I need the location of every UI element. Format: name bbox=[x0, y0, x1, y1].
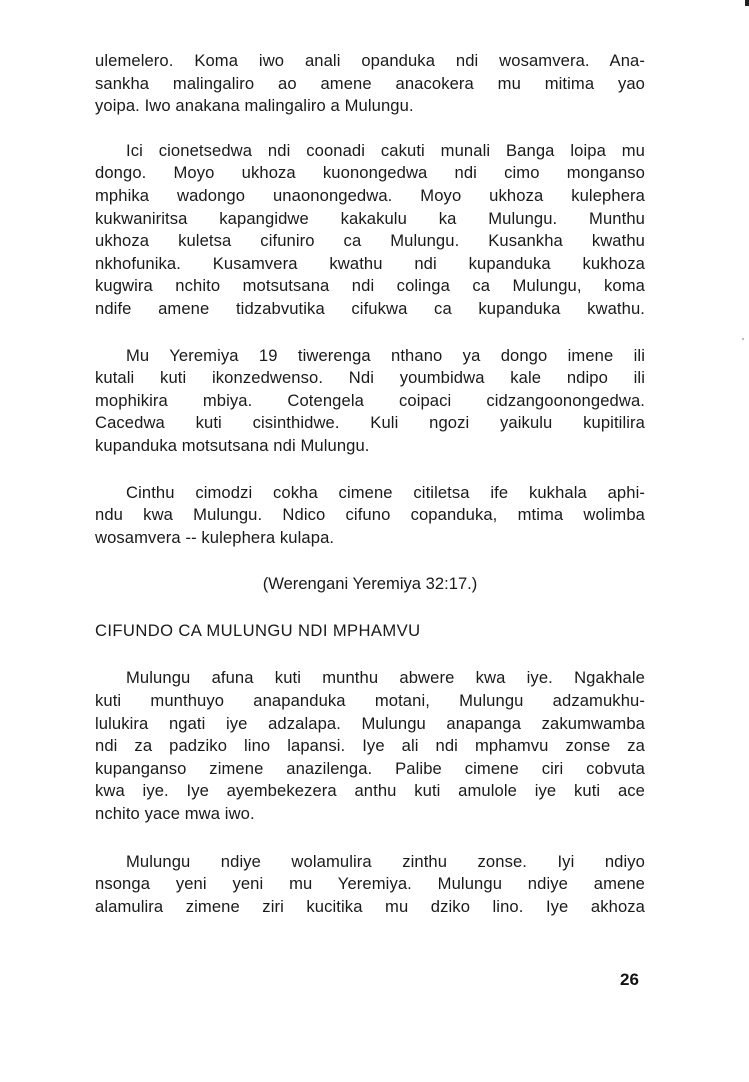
text-line: kutali kuti ikonzedwenso. Ndi youmbidwa kale ndipo ili bbox=[95, 368, 645, 388]
text-line: nkhofunika. Kusamvera kwathu ndi kupanduka kukhoza bbox=[95, 253, 645, 273]
paragraph-1 bbox=[95, 50, 645, 118]
text-line: kukwaniritsa kapangidwe kakakulu ka Mulungu. Munthu bbox=[95, 208, 645, 228]
text-line: ukhoza kuletsa cifuniro ca Mulungu. Kusankha kwathu bbox=[95, 231, 645, 251]
section-heading: CIFUNDO CA MULUNGU NDI MPHAMVU bbox=[95, 620, 421, 640]
paragraph-5 bbox=[95, 667, 645, 825]
text-line: alamulira zimene ziri kucitika mu dziko lino. Iye akhoza bbox=[95, 896, 645, 916]
text-line: ulemelero. Koma iwo anali opanduka ndi wosamvera. Ana- bbox=[95, 51, 645, 70]
text-line: sankha malingaliro ao amene anacokera mu mitima yao bbox=[95, 73, 645, 93]
text-line: ndife amene tidzabvutika cifukwa ca kupanduka kwathu. bbox=[95, 298, 645, 318]
text-line: Mu Yeremiya 19 tiwerenga nthano ya dongo imene ili bbox=[126, 345, 645, 365]
scan-corner-mark bbox=[745, 0, 749, 6]
paragraph-4 bbox=[95, 482, 645, 550]
text-line: ndu kwa Mulungu. Ndico cifuno copanduka, mtima wolimba bbox=[95, 505, 645, 525]
scan-speck bbox=[742, 338, 744, 340]
text-line: Mulungu ndiye wolamulira zinthu zonse. Iyi ndiyo bbox=[126, 851, 645, 871]
text-line: kugwira nchito motsutsana ndi colinga ca Mulungu, koma bbox=[95, 276, 645, 296]
text-line: Cinthu cimodzi cokha cimene citiletsa ife kukhala aphi- bbox=[126, 482, 645, 502]
text-line: nchito yace mwa iwo. bbox=[95, 804, 255, 824]
paragraph-6 bbox=[95, 851, 645, 919]
text-line: dongo. Moyo ukhoza kuonongedwa ndi cimo monganso bbox=[95, 163, 645, 183]
paragraph-2 bbox=[95, 140, 645, 321]
text-line: wosamvera -- kulephera kulapa. bbox=[95, 527, 335, 547]
page-number: 26 bbox=[620, 970, 639, 989]
text-line: Cacedwa kuti cisinthidwe. Kuli ngozi yaikulu kupitilira bbox=[95, 413, 645, 433]
text-line: kupanganso zimene anazilenga. Palibe cimene ciri cobvuta bbox=[95, 758, 645, 778]
text-line: Ici cionetsedwa ndi coonadi cakuti munali Banga loipa mu bbox=[126, 140, 645, 160]
text-line: nsonga yeni yeni mu Yeremiya. Mulungu ndiye amene bbox=[95, 874, 645, 894]
page-body bbox=[95, 50, 645, 941]
text-line: ndi za padziko lino lapansi. Iye ali ndi mphamvu zonse za bbox=[95, 736, 645, 756]
text-line: lulukira ngati iye adzalapa. Mulungu anapanga zakumwamba bbox=[95, 713, 645, 733]
text-line: kupanduka motsutsana ndi Mulungu. bbox=[95, 435, 370, 455]
text-line: mphika wadongo unaonongedwa. Moyo ukhoza kulephera bbox=[95, 185, 645, 205]
text-line: kwa iye. Iye ayembekezera anthu kuti amulole iye kuti ace bbox=[95, 781, 645, 801]
text-line: mophikira mbiya. Cotengela coipaci cidzangoonongedwa. bbox=[95, 390, 645, 410]
text-line: yoipa. Iwo anakana malingaliro a Mulungu. bbox=[95, 96, 414, 116]
paragraph-3 bbox=[95, 345, 645, 458]
text-line: Mulungu afuna kuti munthu abwere kwa iye. Ngakhale bbox=[126, 668, 645, 688]
scripture-reference: (Werengani Yeremiya 32:17.) bbox=[262, 574, 478, 594]
text-line: kuti munthuyo anapanduka motani, Mulungu adzamukhu- bbox=[95, 691, 645, 711]
